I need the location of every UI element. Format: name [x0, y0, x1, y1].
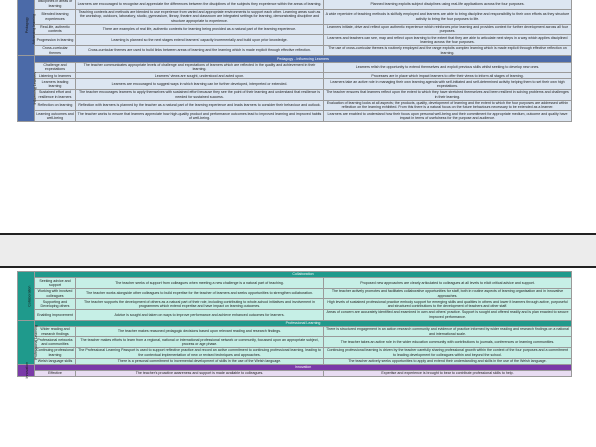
descriptor-cell: Learners and teachers can see, map and reflect upon learning to the extent that they are able to articulate next steps in a way which applies disciplined learning across the four purposes. [324, 35, 572, 46]
descriptor-cell: Learners relish the opportunity to extend themselves and exploit previous skills whilst seeking to develop new ones. [324, 62, 572, 73]
table-row [18, 45, 572, 56]
row-label: Continuing professional learning [36, 348, 74, 357]
row-label: Challenge and expectations [35, 62, 76, 73]
descriptor-cell: Processes are in place which impact learners to offer their views to inform all stages of learning. [324, 73, 572, 79]
row-label: Enabling improvement [35, 309, 76, 320]
row-label: Listening to learners [35, 73, 76, 79]
table-row [18, 288, 572, 299]
section-subtitle: Advancing learning [32, 14, 37, 45]
descriptor-cell: Learners are encouraged to suggest ways in which learning can be further developed, interpreted or extended. [76, 79, 324, 90]
descriptor-cell: Learning is planned so the next stages extend learners' capacity incrementally and build upon prior knowledge. [76, 35, 324, 46]
descriptor-cell: Teaching contexts and methods are blended to use experience from varied and appropriate environments to support each other. Learning areas such as the workshop, outdoors, laboratory, studio, gymnasium, library, theatre and classroom are integrated settings for learning, demonstrating discipline and structure appropriate to experience. [76, 9, 324, 24]
rubric-table-2 [17, 271, 572, 377]
descriptor-cell: Learners' views are sought, understood and acted upon. [76, 73, 324, 79]
table-row [18, 347, 572, 358]
section-name: Professional Learning [34, 324, 39, 360]
descriptor-cell: Evaluation of learning looks at all aspects; the products, quality, development of learning and the extent to which the four purposes are addressed within reflection on the learning exhibited. From this there is a natural focus on the future behaviours necessary to be extended as a learner. [324, 100, 572, 111]
descriptor-cell: Proposed new approaches are clearly articulated to colleagues at all levels to elicit critical advice and support. [324, 278, 572, 289]
descriptor-cell: Areas of concern are accurately identified and examined in own and others' practice. Support is sought and offered readily and is plan enacted to secure improved performance. [324, 309, 572, 320]
descriptor-cell: The teacher makes efforts to learn from a regional, national or international professional network or community, focussed upon an appropriate subject, process or age phase. [76, 337, 324, 348]
descriptor-cell: Learners initiate, drive and reflect upon authentic experience which reinforces prior learning and provides context for further development across all four purposes. [324, 24, 572, 35]
table-row [18, 62, 572, 73]
table-row [18, 326, 572, 337]
table-row [18, 9, 572, 24]
section-divider: Innovation [35, 364, 572, 370]
section-label [18, 320, 39, 364]
table-row [18, 299, 572, 310]
row-label: Supporting and Developing others [35, 299, 76, 310]
table-row [18, 79, 572, 90]
descriptor-cell: A wide repertoire of teaching methods is skilfully employed and learners are able to bring discipline and responsibility to their own efforts as they structure activity to bring the four purposes to life. [324, 9, 572, 24]
descriptor-cell: The teacher makes reasoned pedagogic decisions based upon relevant reading and research findings. [76, 326, 324, 337]
descriptor-cell: There is a personal commitment to incremental development of skills in the use of the Welsh language. [76, 358, 324, 364]
descriptor-cell: The teacher takes an active role in the wider education community with contributions to journals, conferences or learning communities. [324, 337, 572, 348]
row-label: Professional networks and communities [35, 337, 76, 348]
section-divider: Collaboration [35, 272, 572, 278]
descriptor-cell: The teacher actively seeks opportunities to apply and extend their understanding and skills in the use of the Welsh language. [324, 358, 572, 364]
descriptor-cell: The teacher ensures that learners reflect upon the extent to which they have stretched themselves and been resilient in solving problems and challenges in their learning. [324, 89, 572, 100]
row-label: Wider reading and research findings [35, 326, 76, 337]
descriptor-cell: High levels of sustained professional practice embody support for emerging skills and qualities in others and lower it learners through active, purposeful and structured contributions to the development of teachers and other staff. [324, 299, 572, 310]
row-label: Learning outcomes and well-being [36, 111, 74, 120]
section-divider: Pedagogy - Influencing Learners [35, 56, 572, 62]
descriptor-cell: Expertise and experience is brought to bear to contribute professional skills to help. [324, 370, 572, 376]
descriptor-cell: The teacher communicates appropriate levels of challenge and expectations of learners which are reflected in the quality and achievement in their learning. [76, 62, 324, 73]
page-separator [0, 233, 596, 268]
table-row [18, 0, 572, 9]
row-label: Real-life, authentic contexts [35, 24, 76, 35]
descriptor-cell: Cross-curricular themes are used to build links between areas of learning and the learning which is made explicit through effective reflection. [76, 45, 324, 56]
section-divider: Professional Learning [35, 320, 572, 326]
descriptor-cell: Advice is sought and taken on ways to improve performance and achieve enhanced outcomes for learners. [76, 309, 324, 320]
section-name: Collaboration [27, 285, 32, 307]
table-row [18, 24, 572, 35]
descriptor-cell: The teacher's proactive awareness and support is made available to colleagues. [76, 370, 324, 376]
section-name: Influencing Learners [33, 72, 38, 105]
section-name: Innovation [25, 362, 30, 379]
descriptor-cell: The teacher works alongside other colleagues to build expertise for the teacher of learners and seeks opportunities to strengthen collaboration. [76, 288, 324, 299]
table-row [18, 309, 572, 320]
row-label: Learners leading learning [35, 79, 76, 90]
section-name: Pedagogy [24, 16, 29, 34]
row-label: Welsh language skills [35, 358, 76, 364]
table-row [18, 370, 572, 376]
row-label: Cross-curricular themes [35, 45, 76, 56]
row-label: Progression in learning [35, 35, 76, 46]
row-label: Effective [35, 370, 76, 376]
descriptor-cell: The teacher encourages learners to apply themselves with sustained effort because they see the point of their learning and understand that resilience is needed for sustained success. [76, 89, 324, 100]
descriptor-cell: The use of cross-curricular themes is routinely employed and the range exploits complex learning which is made explicit through effective reflection on learning. [324, 45, 572, 56]
row-label: Sustained effort and resilience in learners [35, 89, 76, 100]
table-row [18, 337, 572, 348]
descriptor-cell: The teacher seeks of support from colleagues when meeting a new challenge is a natural part of teaching. [76, 278, 324, 289]
descriptor-cell: Learners take an active role in managing their own learning agenda with self-initiated and self-determined activity helping them to set their own high expectations. [324, 79, 572, 90]
table-row [18, 111, 572, 122]
document-page-2 [0, 268, 596, 447]
table-row [18, 100, 572, 111]
section-label [18, 362, 35, 379]
descriptor-cell: The teacher actively promotes and facilitates collaborative opportunities for staff, both in routine aspects of learning organisation and in innovative approaches. [324, 288, 572, 299]
descriptor-cell: There are examples of real life, authentic contexts for learning being provided as a natural part of the learning experience. [76, 24, 324, 35]
row-label: Working with involved colleagues [35, 288, 76, 299]
section-label [18, 272, 35, 321]
descriptor-cell: Learners are encouraged to recognise and appreciate the differences between the disciplines of the subjects they experience within the areas of learning. [76, 0, 324, 9]
row-label: disciplines in areas of learning [35, 0, 76, 9]
row-label: Blended learning experiences [35, 9, 76, 24]
table-row [18, 278, 572, 289]
table-row [18, 89, 572, 100]
rubric-table-1 [17, 0, 572, 122]
descriptor-cell: Reflection with learners is planned by the teacher as a natural part of the learning experience and leads learners to consider their behaviour and outlook. [76, 100, 324, 111]
table-row [18, 35, 572, 46]
descriptor-cell: Continuing professional learning is driven by the teacher carefully sharing professional growth within the context of the four purposes and a commitment to leading development for colleagues within and beyond the school. [324, 347, 572, 358]
section-label [18, 56, 38, 121]
descriptor-cell: Learners are enabled to understand how their focus upon personal well-being and their commitment for appropriate medium, outcome and quality have impact in terms of usefulness for the purpose and audience. [324, 111, 572, 122]
row-label: Seeking advice and support [35, 278, 76, 289]
descriptor-cell: There is structured engagement in an action research community and evidence of practice informed by wider reading and research findings on a national and international scale. [324, 326, 572, 337]
descriptor-cell: The teacher works to ensure that learners appreciate how high-quality product and performance outcomes lead to improved learning and improved habits of well-being. [76, 111, 324, 122]
descriptor-cell: Planned learning exploits subject disciplines using real-life applications across the four purposes. [324, 0, 572, 9]
row-label: Reflection on learning [35, 100, 76, 111]
section-label [18, 0, 35, 56]
descriptor-cell: The teacher supports the development of others as a natural part of their role, including contributing to whole-school initiatives and involvement in programmes which extend expertise and have impact on learning outcomes. [76, 299, 324, 310]
descriptor-cell: The Professional Learning Passport is used to support reflective practice and record an active commitment to continuing professional learning, leading to the contextual implementation of new or revised techniques and approaches. [76, 347, 324, 358]
